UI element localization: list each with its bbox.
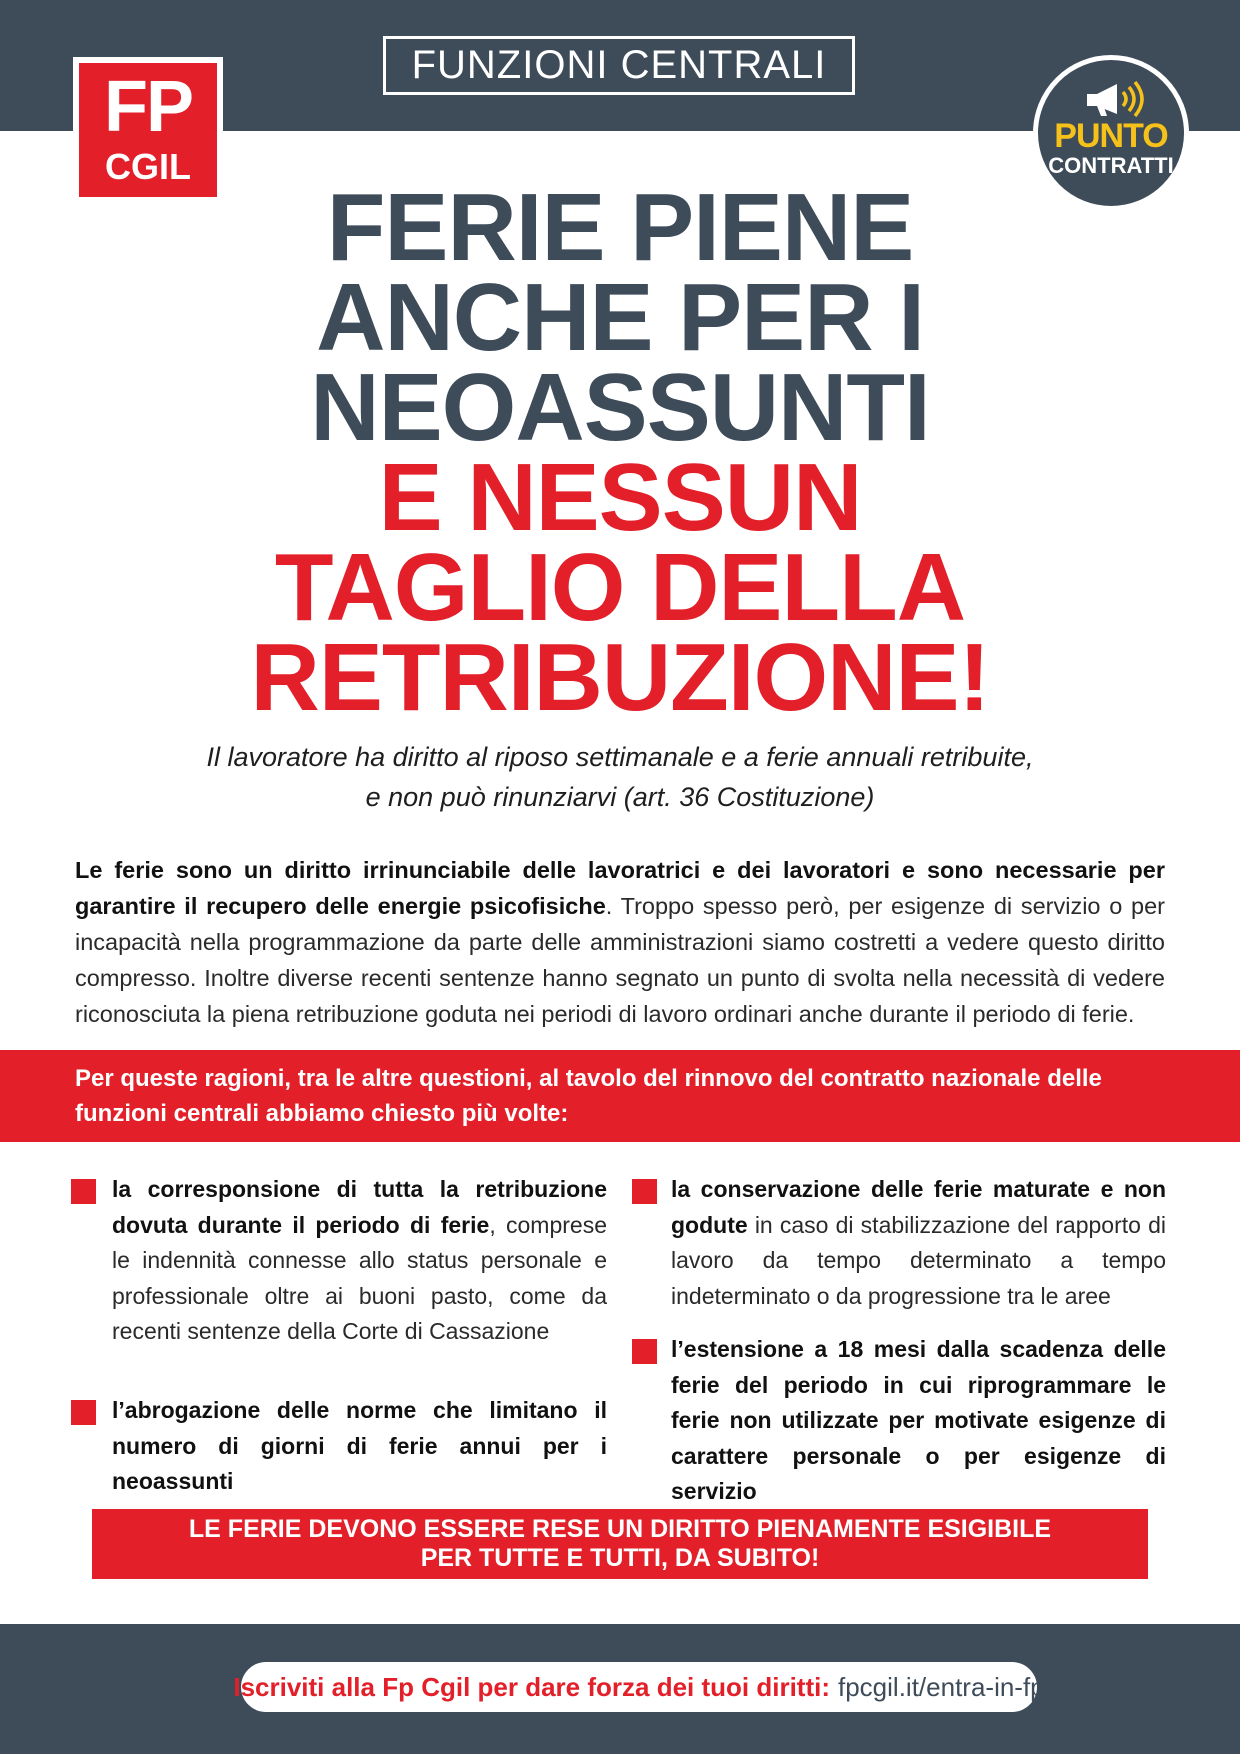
headline-line-5: TAGLIO DELLA <box>274 534 966 641</box>
headline-line-6: RETRIBUZIONE! <box>250 624 990 731</box>
headline-line-1: FERIE PIENE <box>326 174 914 281</box>
badge-punto: PUNTO <box>1054 117 1168 155</box>
subtitle-line-1: Il lavoratore ha diritto al riposo settimanale e a ferie annuali retribuite, <box>206 742 1034 772</box>
request-1-rest: , comprese le indennità connesse allo status personale e professionale oltre ai buoni pasto, come da recenti sentenze della Corte di Cassazione <box>112 1211 607 1344</box>
logo-fp-text: FP <box>103 67 192 147</box>
badge-contratti: CONTRATTI <box>1048 153 1174 178</box>
intro-bold: Le ferie sono un diritto irrinunciabile delle lavoratrici e dei lavoratori e sono necessarie per garantire il recupero delle energie psicofisiche <box>75 857 1165 919</box>
request-item-3 <box>671 1172 1166 1314</box>
bullet-square <box>632 1179 657 1204</box>
bullet-square <box>71 1179 96 1204</box>
section-title: FUNZIONI CENTRALI <box>383 36 855 95</box>
request-item-2 <box>112 1393 607 1500</box>
logo-cgil-text: CGIL <box>105 146 191 187</box>
fp-cgil-logo <box>73 57 223 203</box>
call-to-action-box <box>92 1509 1148 1579</box>
footer-pill <box>233 1662 1045 1712</box>
request-1-bold: la corresponsione di tutta la retribuzione dovuta durante il periodo di ferie <box>112 1176 607 1238</box>
footer-link[interactable]: fpcgil.it/entra-in-fp <box>838 1671 1045 1702</box>
intro-paragraph <box>75 852 1165 1032</box>
headline-line-2: ANCHE PER I <box>316 264 924 371</box>
cta-line-2: PER TUTTE E TUTTI, DA SUBITO! <box>420 1544 820 1572</box>
bullet-square <box>632 1339 657 1364</box>
bullet-square <box>71 1400 96 1425</box>
footer-text: Iscriviti alla Fp Cgil per dare forza dei tuoi diritti: <box>233 1671 830 1702</box>
headline-line-3: NEOASSUNTI <box>310 354 930 461</box>
demands-banner: Per queste ragioni, tra le altre questioni, al tavolo del rinnovo del contratto nazionale delle funzioni centrali abbiamo chiesto più volte: <box>0 1050 1240 1142</box>
intro-rest: . Troppo spesso però, per esigenze di servizio o per incapacità nella programmazione da parte delle amministrazioni siamo costretti a vedere questo diritto compresso. Inoltre diverse recenti sentenze hanno segnato un punto di svolta nella necessità di vedere riconosciuta la piena retribuzione goduta nei periodi di lavoro ordinari anche durante il periodo di ferie. <box>75 893 1165 1027</box>
cta-line-1: LE FERIE DEVONO ESSERE RESE UN DIRITTO PIENAMENTE ESIGIBILE <box>188 1515 1052 1543</box>
request-3-rest: in caso di stabilizzazione del rapporto di lavoro da tempo determinato a tempo indeterminato o da progressione tra le aree <box>671 1211 1166 1309</box>
headline-line-4: E NESSUN <box>378 444 862 551</box>
request-3-bold: la conservazione delle ferie maturate e non godute <box>671 1176 1166 1238</box>
request-4-bold: l’estensione a 18 mesi dalla scadenza delle ferie del periodo in cui riprogrammare le ferie non utilizzate per motivate esigenze di carattere personale o per esigenze di servizio <box>671 1336 1166 1504</box>
request-item-1 <box>112 1172 607 1350</box>
subtitle-line-2: e non può rinunziarvi (art. 36 Costituzione) <box>365 782 875 812</box>
request-2-bold: l’abrogazione delle norme che limitano il numero di giorni di ferie annui per i neoassunti <box>112 1397 607 1494</box>
request-item-4 <box>671 1332 1166 1510</box>
